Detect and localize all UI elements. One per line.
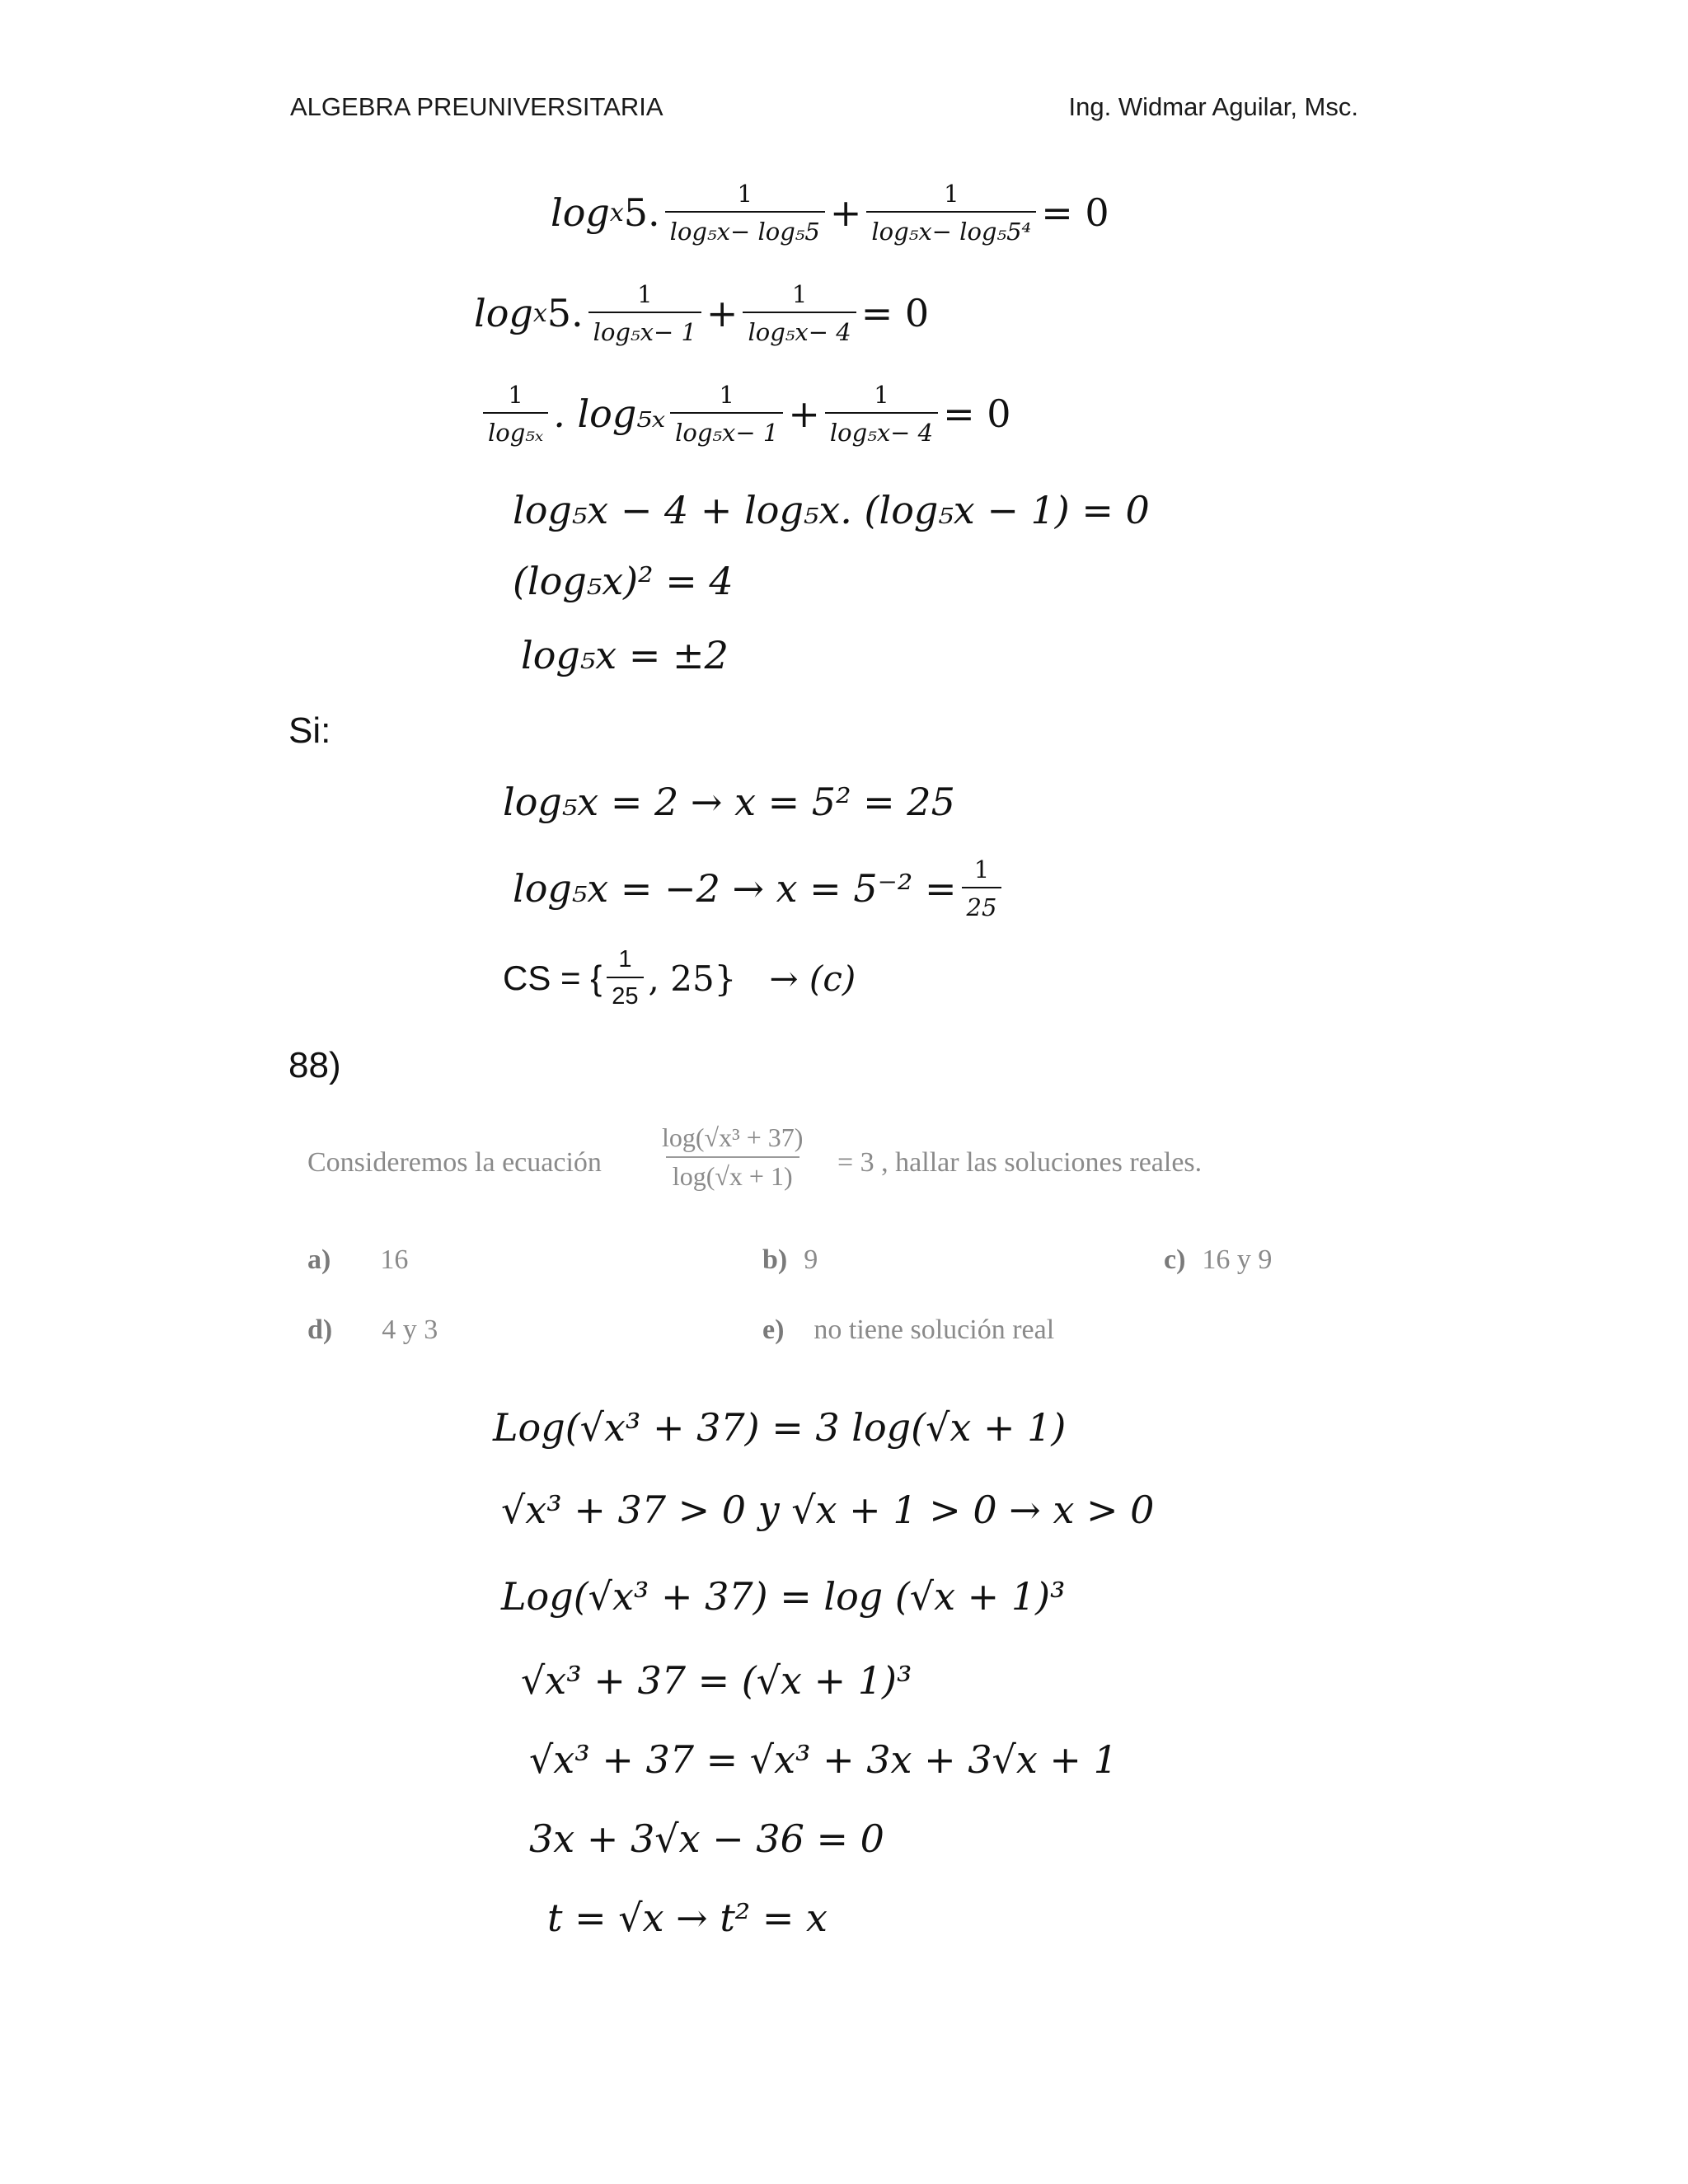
plus-sign: + bbox=[706, 291, 738, 335]
log-text: log bbox=[551, 190, 610, 235]
fraction: $\frac{1}{25}$ bbox=[607, 946, 643, 1010]
log-text: log bbox=[474, 291, 533, 335]
equation-line-3 bbox=[478, 381, 1011, 447]
log-subscript: x bbox=[609, 198, 624, 227]
log-subscript: x bbox=[532, 298, 547, 328]
option-c: c) 16 y 9 bbox=[1164, 1244, 1273, 1275]
equals-zero: = 0 bbox=[1041, 190, 1109, 235]
header-right: Ing. Widmar Aguilar, Msc. bbox=[1068, 92, 1358, 121]
plus-sign: + bbox=[788, 391, 820, 436]
equation-line-6: log₅x = ±2 bbox=[521, 633, 729, 677]
fraction: $\frac{1}{\text{log₅x− 1}}$ bbox=[588, 280, 701, 346]
solution-set: CS = { $\frac{1}{25}$ , 25} → (c) bbox=[503, 946, 856, 1010]
option-b: b) 9 bbox=[762, 1244, 818, 1275]
case-line-2: log₅x = −2 → x = 5⁻² = $\frac{1}{25}$ bbox=[513, 855, 1006, 921]
fraction: $\frac{1}{\text{log₅ₓ}}$ bbox=[483, 381, 548, 447]
problem-statement-post: = 3 , hallar las soluciones reales. bbox=[837, 1147, 1203, 1178]
problem-fraction: log(√x³ + 37) log(√x + 1) bbox=[662, 1122, 804, 1191]
fraction: $\frac{1}{\text{log₅x− log₅5⁴}}$ bbox=[866, 180, 1036, 246]
solution-step-6: 3x + 3√x − 36 = 0 bbox=[529, 1816, 884, 1861]
plus-sign: + bbox=[829, 190, 862, 235]
fraction: $\frac{1}{\text{log₅x− 1}}$ bbox=[670, 381, 783, 447]
solution-step-5: √x³ + 37 = √x³ + 3x + 3√x + 1 bbox=[529, 1737, 1118, 1782]
option-d: d) 4 y 3 bbox=[307, 1315, 438, 1345]
solution-step-2: √x³ + 37 > 0 y √x + 1 > 0 → x > 0 bbox=[501, 1488, 1155, 1532]
log-product: . log₅ₓ bbox=[553, 391, 666, 436]
equals-zero: = 0 bbox=[943, 391, 1011, 436]
equation-line-4: log₅x − 4 + log₅x. (log₅x − 1) = 0 bbox=[513, 488, 1150, 532]
si-label: Si: bbox=[288, 710, 331, 751]
equation-line-1 bbox=[551, 180, 1109, 246]
solution-step-3: Log(√x³ + 37) = log (√x + 1)³ bbox=[501, 1574, 1066, 1619]
problem-number: 88) bbox=[288, 1045, 341, 1085]
fraction: $\frac{1}{\text{log₅x− 4}}$ bbox=[743, 280, 856, 346]
log-base: 5. bbox=[623, 190, 660, 235]
fraction: $\frac{1}{25}$ bbox=[962, 855, 1002, 921]
option-a: a) 16 bbox=[307, 1244, 409, 1275]
problem-statement-pre: Consideremos la ecuación bbox=[307, 1147, 602, 1178]
equals-zero: = 0 bbox=[860, 291, 930, 335]
fraction: $\frac{1}{\text{log₅x− log₅5}}$ bbox=[665, 180, 825, 246]
header-left: ALGEBRA PREUNIVERSITARIA bbox=[290, 92, 663, 121]
solution-step-1: Log(√x³ + 37) = 3 log(√x + 1) bbox=[493, 1405, 1067, 1450]
equation-line-5: (log₅x)² = 4 bbox=[513, 559, 734, 603]
answer-arrow: → (c) bbox=[769, 958, 856, 999]
fraction: $\frac{1}{\text{log₅x− 4}}$ bbox=[825, 381, 938, 447]
equation-line-2 bbox=[474, 280, 929, 346]
solution-step-7: t = √x → t² = x bbox=[547, 1896, 828, 1940]
option-e: e) no tiene solución real bbox=[762, 1315, 1055, 1345]
case-line-1: log₅x = 2 → x = 5² = 25 bbox=[503, 780, 955, 824]
solution-step-4: √x³ + 37 = (√x + 1)³ bbox=[521, 1658, 912, 1703]
log-base: 5. bbox=[546, 291, 584, 335]
